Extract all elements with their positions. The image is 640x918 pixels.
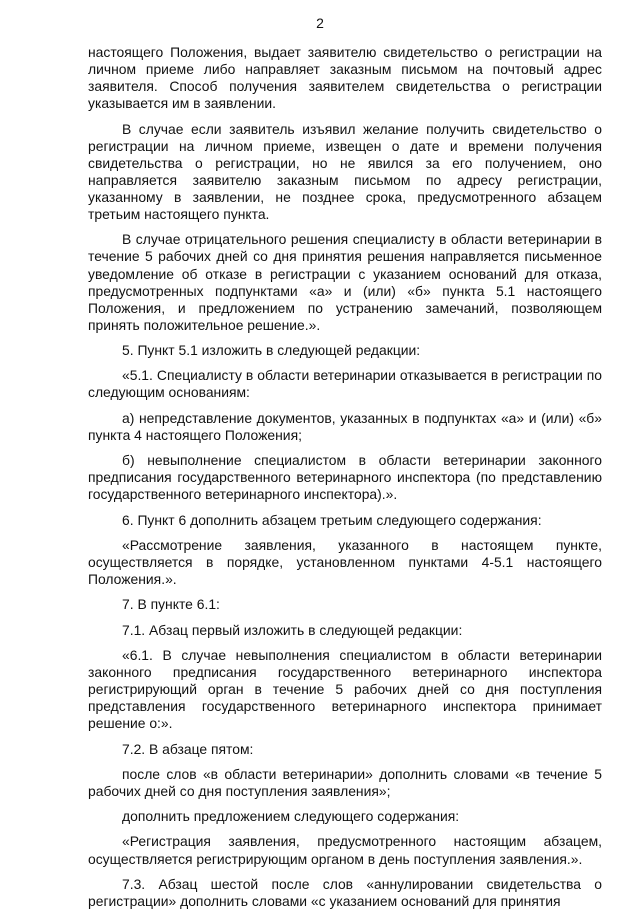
paragraph: после слов «в области ветеринарии» дополнить словами «в течение 5 рабочих дней со дня поступления заявления»; — [88, 765, 602, 799]
page-number: 2 — [316, 15, 324, 31]
paragraph: «Рассмотрение заявления, указанного в настоящем пункте, осуществляется в порядке, установленном пунктами 4-5.1 настоящего Положения.». — [88, 536, 602, 588]
paragraph: дополнить предложением следующего содержания: — [122, 808, 460, 825]
paragraph: В случае если заявитель изъявил желание получить свидетельство о регистрации на личном приеме, извещен о дате и времени получения свидетельства о регистрации, но не явился за его получением, оно направляется заявителю заказным письмом по адресу регистрации, указанному в заявлении, не позднее срока, предусмотренного абзацем третьим настоящего пункта. — [88, 120, 602, 223]
paragraph: б) невыполнение специалистом в области ветеринарии законного предписания государственного ветеринарного инспектора (по представлению государственного ветеринарного инспектора).». — [88, 452, 602, 503]
paragraph: 7.2. В абзаце пятом: — [122, 740, 254, 757]
paragraph: 6. Пункт 6 дополнить абзацем третьим следующего содержания: — [122, 511, 542, 528]
paragraph: 7.3. Абзац шестой после слов «аннулировании свидетельства о регистрации» дополнить словами «с указанием оснований для принятия — [88, 875, 602, 909]
paragraph: В случае отрицательного решения специалисту в области ветеринарии в течение 5 рабочих дней со дня принятия решения направляется письменное уведомление об отказе в регистрации с указанием оснований для отказа, предусмотренных подпунктами «а» и (или) «б» пункта 5.1 настоящего Положения, и предложением по устранению замечаний, позволяющем принять положительное решение.». — [88, 231, 602, 333]
paragraph: а) непредставление документов, указанных в подпунктах «а» и (или) «б» пункта 4 настоящего Положения; — [88, 409, 602, 443]
paragraph: 5. Пункт 5.1 изложить в следующей редакции: — [122, 342, 421, 359]
paragraph: «5.1. Специалисту в области ветеринарии отказывается в регистрации по следующим основаниям: — [88, 367, 602, 401]
paragraph: 7.1. Абзац первый изложить в следующей редакции: — [122, 621, 463, 638]
paragraph-continuation: настоящего Положения, выдает заявителю свидетельство о регистрации на личном приеме либо направляет заказным письмом на почтовый адрес заявителя. Способ получения заявителем свидетельства о регистрации указывается им в заявлении. — [88, 44, 602, 112]
paragraph: 7. В пункте 6.1: — [122, 596, 220, 613]
paragraph: «6.1. В случае невыполнения специалистом в области ветеринарии законного предписания государственного ветеринарного инспектора регистрирующий орган в течение 5 рабочих дней со дня поступления представления государственного ветеринарного инспектора принимает решение о:». — [88, 646, 602, 732]
document-body — [88, 44, 602, 918]
paragraph: «Регистрация заявления, предусмотренного настоящим абзацем, осуществляется регистрирующим органом в день поступления заявления.». — [88, 833, 602, 867]
